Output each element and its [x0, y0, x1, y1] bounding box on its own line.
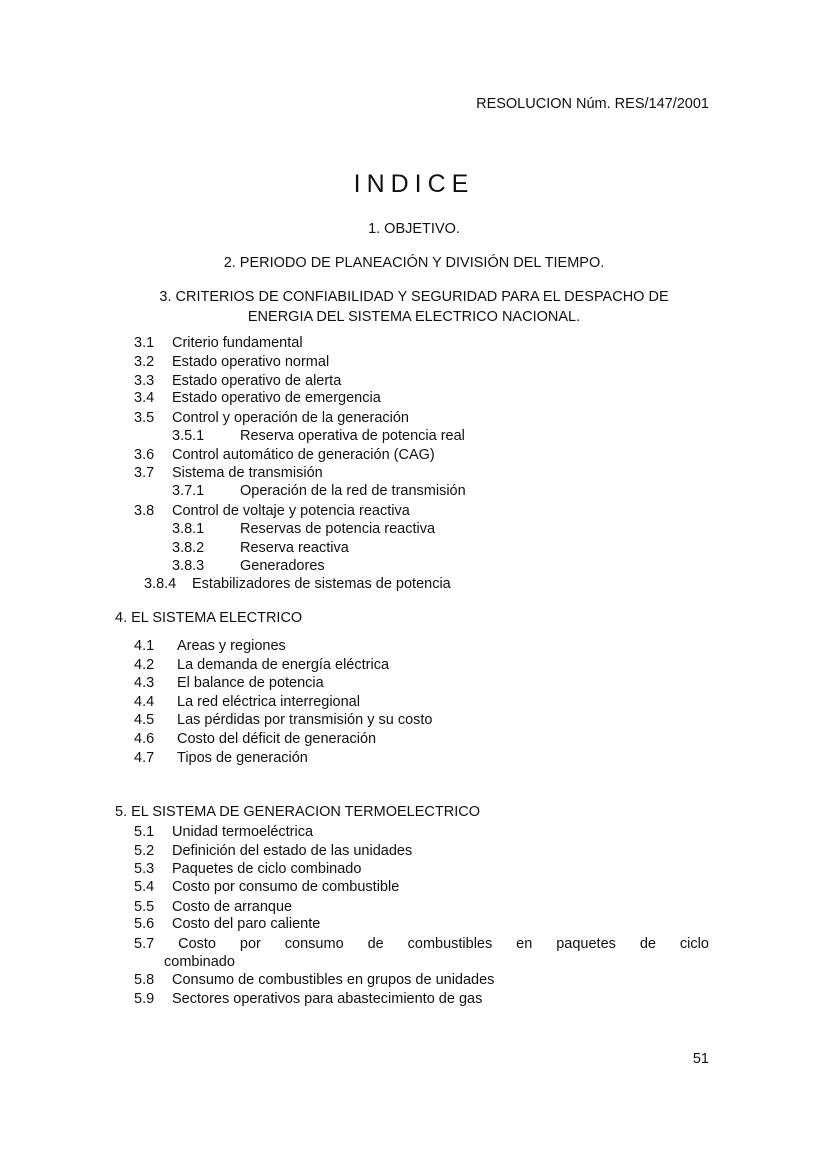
item-text: Estabilizadores de sistemas de potencia	[192, 576, 451, 592]
item-text: Unidad termoeléctrica	[172, 824, 314, 840]
item-text: Reserva operativa de potencia real	[240, 428, 465, 444]
item-text: Tipos de generación	[177, 750, 308, 766]
section-4-heading: 4. EL SISTEMA ELECTRICO	[115, 610, 303, 626]
item-number: 3.7.1	[172, 483, 205, 499]
item-number: 4.2	[134, 657, 155, 673]
item-text: Generadores	[240, 558, 325, 574]
item-number: 3.8.4	[144, 576, 177, 592]
item-text: Operación de la red de transmisión	[240, 483, 466, 499]
item-text: Las pérdidas por transmisión y su costo	[177, 712, 433, 728]
item-number: 3.6	[134, 447, 155, 463]
item-word: combustibles	[407, 936, 493, 952]
section-5-heading: 5. EL SISTEMA DE GENERACION TERMOELECTRICO	[115, 804, 480, 820]
item-text: Costo del déficit de generación	[177, 731, 377, 747]
item-text: Areas y regiones	[177, 638, 286, 654]
item-text: Costo por consumo de combustible	[172, 879, 400, 895]
item-word: consumo	[284, 936, 344, 952]
item-number: 5.8	[134, 972, 155, 988]
document-header: RESOLUCION Núm. RES/147/2001	[476, 96, 709, 112]
item-number: 4.1	[134, 638, 155, 654]
section-3-heading-line2: ENERGIA DEL SISTEMA ELECTRICO NACIONAL.	[247, 309, 581, 325]
item-number: 5.2	[134, 843, 155, 859]
section-2-heading: 2. PERIODO DE PLANEACIÓN Y DIVISIÓN DEL TIEMPO.	[223, 255, 605, 271]
item-text: Paquetes de ciclo combinado	[172, 861, 362, 877]
section-3-heading-line1: 3. CRITERIOS DE CONFIABILIDAD Y SEGURIDAD PARA EL DESPACHO DE	[159, 289, 669, 305]
item-number: 3.5	[134, 410, 155, 426]
item-number: 4.7	[134, 750, 155, 766]
section-1-heading: 1. OBJETIVO.	[368, 221, 460, 237]
item-number: 3.8.3	[172, 558, 205, 574]
item-number: 3.7	[134, 465, 155, 481]
item-text: Control automático de generación (CAG)	[172, 447, 435, 463]
item-number: 3.8.2	[172, 540, 205, 556]
list-item-justified	[134, 935, 709, 971]
item-text: La demanda de energía eléctrica	[177, 657, 390, 673]
item-text: Estado operativo normal	[172, 354, 330, 370]
item-text: Reservas de potencia reactiva	[240, 521, 436, 537]
item-number: 4.4	[134, 694, 155, 710]
item-word: por	[239, 936, 261, 952]
item-number: 4.6	[134, 731, 155, 747]
item-word: de	[639, 936, 656, 952]
item-word: ciclo	[679, 936, 709, 952]
item-text: Control y operación de la generación	[172, 410, 409, 426]
item-text: Control de voltaje y potencia reactiva	[172, 503, 410, 519]
page-number: 51	[692, 1051, 709, 1067]
item-word: Costo	[178, 936, 216, 952]
item-number: 5.9	[134, 991, 155, 1007]
item-number: 3.4	[134, 390, 155, 406]
item-text: Criterio fundamental	[172, 335, 303, 351]
item-number: 5.5	[134, 899, 155, 915]
item-text: Reserva reactiva	[240, 540, 349, 556]
item-word: de	[367, 936, 384, 952]
item-word: en	[516, 936, 533, 952]
item-number: 5.1	[134, 824, 155, 840]
item-number: 3.8	[134, 503, 155, 519]
item-text: Estado operativo de alerta	[172, 373, 342, 389]
item-number: 5.6	[134, 916, 155, 932]
item-text: La red eléctrica interregional	[177, 694, 360, 710]
item-number: 5.7	[134, 936, 155, 952]
item-word: paquetes	[556, 936, 616, 952]
item-text: Estado operativo de emergencia	[172, 390, 381, 406]
item-text: Costo del paro caliente	[172, 916, 321, 932]
item-number: 4.3	[134, 675, 155, 691]
item-text: El balance de potencia	[177, 675, 324, 691]
item-number: 3.8.1	[172, 521, 205, 537]
item-number: 5.4	[134, 879, 155, 895]
item-text-continuation: combinado	[164, 954, 235, 970]
item-number: 3.1	[134, 335, 155, 351]
item-text: Sectores operativos para abastecimiento de gas	[172, 991, 483, 1007]
item-text: Consumo de combustibles en grupos de unidades	[172, 972, 495, 988]
item-number: 3.5.1	[172, 428, 205, 444]
item-text: Definición del estado de las unidades	[172, 843, 413, 859]
item-text: Costo de arranque	[172, 899, 293, 915]
item-number: 3.2	[134, 354, 155, 370]
item-number: 5.3	[134, 861, 155, 877]
item-number: 4.5	[134, 712, 155, 728]
item-text: Sistema de transmisión	[172, 465, 323, 481]
page-title: INDICE	[353, 170, 475, 198]
item-number: 3.3	[134, 373, 155, 389]
justified-line	[134, 935, 709, 953]
